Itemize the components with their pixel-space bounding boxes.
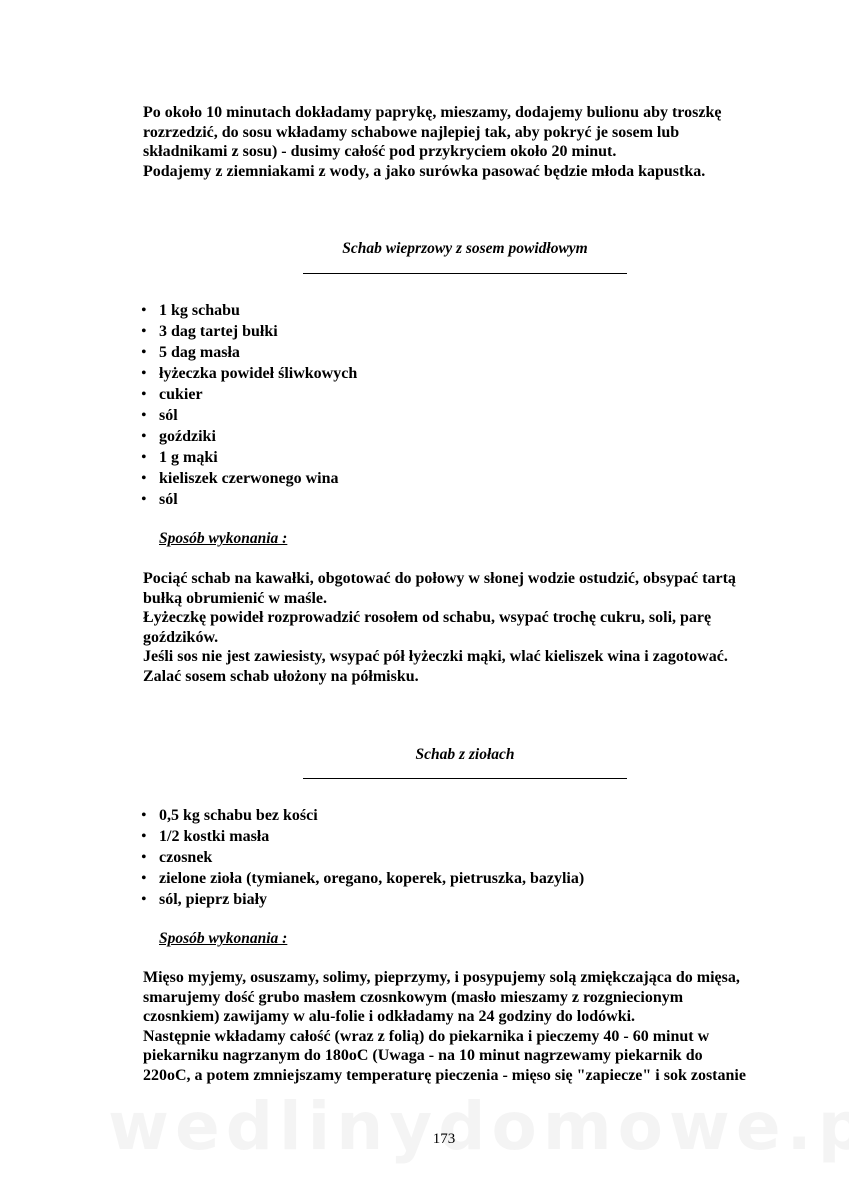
ingredient-text: 0,5 kg schabu bez kości — [159, 807, 318, 824]
ingredient-text: cukier — [159, 386, 203, 403]
bullet-icon: • — [141, 407, 147, 424]
title-divider — [303, 778, 627, 779]
ingredient-text: sól — [159, 491, 178, 508]
method-paragraph — [143, 968, 783, 1085]
list-item — [141, 426, 357, 447]
text-line: Zalać sosem schab ułożony na półmisku. — [143, 667, 419, 685]
method-label: Sposób wykonania : — [159, 930, 288, 947]
bullet-icon: • — [141, 849, 147, 866]
ingredient-text: 5 dag masła — [159, 344, 240, 361]
ingredient-text: 1 kg schabu — [159, 302, 240, 319]
list-item — [141, 468, 357, 489]
bullet-icon: • — [141, 323, 147, 340]
list-item — [141, 300, 357, 321]
text-line: składnikami z sosu) - dusimy całość pod przykryciem około 20 minut. — [143, 143, 617, 160]
list-item — [141, 384, 357, 405]
ingredient-text: sól — [159, 407, 178, 424]
ingredient-list — [141, 805, 584, 910]
text-line: Łyżeczkę powideł rozprowadzić rosołem od schabu, wsypać trochę cukru, soli, parę — [143, 609, 712, 626]
ingredient-text: 1/2 kostki masła — [159, 828, 270, 845]
text-line: smarujemy dość grubo masłem czosnkowym (masło mieszamy z rozgniecionym — [143, 988, 684, 1006]
recipe-title: Schab wieprzowy z sosem powidłowym — [342, 240, 588, 257]
text-line: Po około 10 minutach dokładamy paprykę, mieszamy, dodajemy bulionu aby troszkę — [143, 104, 722, 121]
recipe-title: Schab z ziołach — [415, 746, 515, 763]
ingredient-list — [141, 300, 357, 510]
text-line: rozrzedzić, do sosu wkładamy schabowe najlepiej tak, aby pokryć je sosem lub — [143, 123, 680, 141]
text-line: Podajemy z ziemniakami z wody, a jako surówka pasować będzie młoda kapustka. — [143, 162, 706, 180]
bullet-icon: • — [141, 491, 147, 508]
bullet-icon: • — [141, 344, 147, 361]
bullet-icon: • — [141, 470, 147, 487]
bullet-icon: • — [141, 891, 147, 908]
watermark — [108, 1088, 758, 1165]
bullet-icon: • — [141, 428, 147, 445]
list-item — [141, 363, 357, 384]
list-item — [141, 489, 357, 510]
list-item — [141, 889, 584, 910]
text-line: Pociąć schab na kawałki, obgotować do połowy w słonej wodzie ostudzić, obsypać tartą — [143, 570, 736, 587]
text-line: goździków. — [143, 628, 219, 646]
ingredient-text: 1 g mąki — [159, 449, 218, 466]
list-item — [141, 868, 584, 889]
text-line: 220oC, a potem zmniejszamy temperaturę pieczenia - mięso się "zapiecze" i sok zostanie — [143, 1066, 746, 1084]
ingredient-text: czosnek — [159, 849, 213, 866]
method-label: Sposób wykonania : — [159, 530, 288, 547]
list-item — [141, 847, 584, 868]
list-item — [141, 342, 357, 363]
list-item — [141, 826, 584, 847]
bullet-icon: • — [141, 870, 147, 887]
text-line: Mięso myjemy, osuszamy, solimy, pieprzymy, i posypujemy solą zmiękczająca do mięsa, — [143, 969, 740, 986]
list-item — [141, 405, 357, 426]
text-line: Jeśli sos nie jest zawiesisty, wsypać pół łyżeczki mąki, wlać kieliszek wina i zagotować. — [143, 648, 728, 665]
title-divider — [303, 273, 627, 274]
bullet-icon: • — [141, 828, 147, 845]
method-paragraph — [143, 569, 783, 686]
bullet-icon: • — [141, 302, 147, 319]
bullet-icon: • — [141, 386, 147, 403]
intro-paragraph — [143, 103, 783, 181]
bullet-icon: • — [141, 365, 147, 382]
bullet-icon: • — [141, 807, 147, 824]
list-item — [141, 805, 584, 826]
ingredient-text: kieliszek czerwonego wina — [159, 470, 339, 487]
text-line: Następnie wkładamy całość (wraz z folią) do piekarnika i pieczemy 40 - 60 minut w — [143, 1027, 710, 1045]
bullet-icon: • — [141, 449, 147, 466]
ingredient-text: 3 dag tartej bułki — [159, 323, 278, 340]
text-line: czosnkiem) zawijamy w alu-folie i odkładamy na 24 godziny do lodówki. — [143, 1008, 636, 1025]
text-line: piekarniku nagrzanym do 180oC (Uwaga - na 10 minut nagrzewamy piekarnik do — [143, 1047, 703, 1064]
page-number: 173 — [432, 1131, 456, 1147]
ingredient-text: goździki — [159, 428, 216, 445]
list-item — [141, 321, 357, 342]
ingredient-text: łyżeczka powideł śliwkowych — [159, 365, 358, 382]
ingredient-text: sól, pieprz biały — [159, 891, 268, 908]
ingredient-text: zielone zioła (tymianek, oregano, koperek, pietruszka, bazylia) — [159, 870, 585, 887]
text-line: bułką obrumienić w maśle. — [143, 589, 328, 607]
list-item — [141, 447, 357, 468]
